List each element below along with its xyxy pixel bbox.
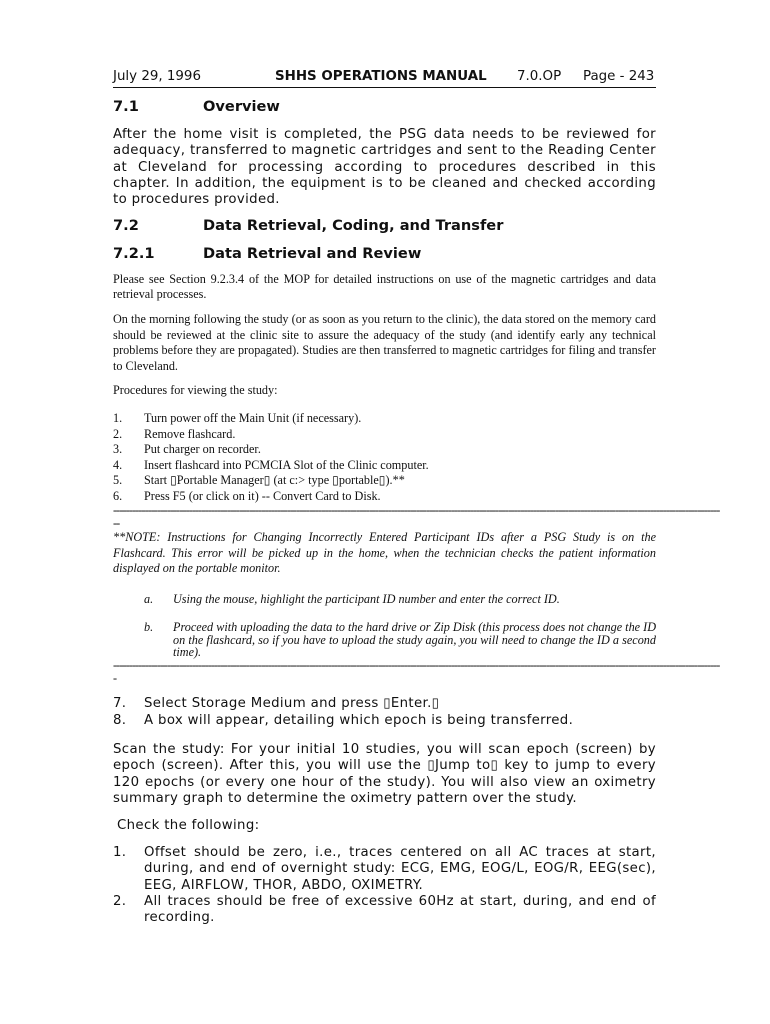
item-number: 3. [113, 442, 123, 456]
header-page: Page - 243 [583, 69, 655, 84]
item-number: 2. [113, 893, 127, 909]
item-number: b. [144, 620, 154, 634]
item-text: Insert flashcard into PCMCIA Slot of the Clinic computer. [144, 457, 429, 472]
item-text: A box will appear, detailing which epoch is being transferred. [144, 712, 574, 728]
item-text: Using the mouse, highlight the participant ID number and enter the correct ID. [173, 592, 560, 606]
item-text: Offset should be zero, i.e., traces centered on all AC traces at start, during, and end of overnight study: ECG, EMG, EOG/L, EOG/R, EEG(sec), EEG, AIRFLOW, THOR, ABDO, OXIMETRY. [144, 845, 656, 893]
check-list [113, 845, 656, 930]
procedures-intro: Procedures for viewing the study: [113, 383, 278, 397]
item-number: 6. [113, 488, 123, 503]
note-paragraph: **NOTE: Instructions for Changing Incorrectly Entered Participant IDs after a PSG Study is on the Flashcard. This error will be picked up in the home, when the technician checks the patient information displayed on the portable monitor. [113, 530, 656, 575]
item-text: Start ▯Portable Manager▯ (at c:> type ▯portable▯).** [144, 473, 405, 487]
item-text: Put charger on recorder. [144, 442, 261, 456]
heading-number: 7.2.1 [113, 245, 155, 262]
item-text: Remove flashcard. [144, 426, 236, 441]
running-header [113, 69, 656, 88]
item-number: a. [144, 592, 154, 606]
check-intro: Check the following: [117, 818, 260, 833]
item-text: Turn power off the Main Unit (if necessary). [144, 411, 362, 425]
heading-number: 7.2 [113, 217, 139, 234]
item-number: 1. [113, 411, 123, 425]
dashed-separator-bottom-tail: - [113, 671, 117, 685]
heading-title: Overview [203, 98, 280, 115]
header-title: SHHS OPERATIONS MANUAL [275, 69, 487, 84]
heading-title: Data Retrieval and Review [203, 245, 422, 262]
item-number: 1. [113, 845, 127, 860]
note-step-a [144, 593, 656, 607]
dashed-separator-top-tail: -- [113, 516, 120, 530]
mop-reference-paragraph: Please see Section 9.2.3.4 of the MOP for detailed instructions on use of the magnetic cartridges and data retrieval processes. [113, 272, 656, 302]
dashed-separator-bottom: ------------------------------------------------------------------------------------------------------------------------------------------------------------------------------------------------ [113, 658, 720, 672]
heading-title: Data Retrieval, Coding, and Transfer [203, 217, 504, 234]
note-step-b [144, 621, 656, 659]
item-text: Press F5 (or click on it) -- Convert Card to Disk. [144, 488, 381, 503]
dashed-separator-top: ------------------------------------------------------------------------------------------------------------------------------------------------------------------------------------------------ [113, 503, 720, 517]
item-text: Select Storage Medium and press ▯Enter.▯ [144, 696, 440, 711]
scan-paragraph: Scan the study: For your initial 10 studies, you will scan epoch (screen) by epoch (screen). After this, you will use the ▯Jump to▯ key to jump to every 120 epochs (or every one hour of the study). You will also view an oximetry summary graph to determine the oximetry pattern over the study. [113, 742, 656, 806]
item-number: 7. [113, 696, 127, 711]
item-text: All traces should be free of excessive 60Hz at start, during, and end of recording. [144, 893, 656, 926]
item-number: 4. [113, 457, 123, 472]
header-date: July 29, 1996 [113, 69, 201, 84]
procedure-steps-continued [113, 696, 656, 730]
item-text: Proceed with uploading the data to the hard drive or Zip Disk (this process does not change the ID on the flashcard, so if you have to upload the study again, you will need to change the ID a second time). [173, 620, 656, 660]
header-section: 7.0.OP [517, 69, 562, 84]
review-paragraph: On the morning following the study (or as soon as you return to the clinic), the data stored on the memory card should be reviewed at the clinic site to assure the adequacy of the study (and identify early any technical problems before they are propagated). Studies are then transferred to magnetic cartridges for filing and transfer to Cleveland. [113, 312, 656, 373]
procedure-steps [113, 411, 656, 505]
item-number: 2. [113, 426, 123, 441]
overview-paragraph: After the home visit is completed, the PSG data needs to be reviewed for adequacy, transferred to magnetic cartridges and sent to the Reading Center at Cleveland for processing according to procedures described in this chapter. In addition, the equipment is to be cleaned and checked according to procedures provided. [113, 127, 656, 208]
item-number: 5. [113, 473, 123, 487]
heading-number: 7.1 [113, 98, 139, 115]
item-number: 8. [113, 712, 127, 728]
